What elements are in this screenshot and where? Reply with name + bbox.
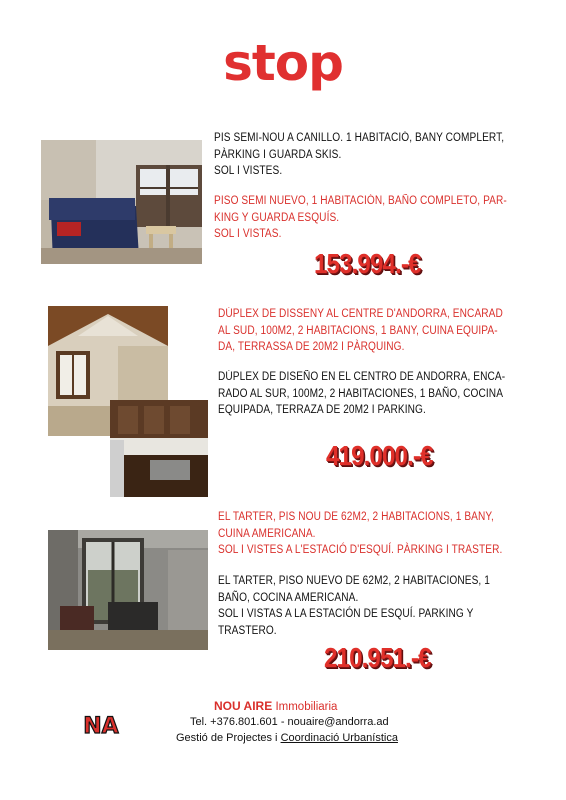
listing-1-text-es: PISO SEMI NUEVO, 1 HABITACIÓN, BAÑO COMPLETO, PAR- KING Y GUARDA ESQUÍS. SOL I VISTAS.: [214, 195, 507, 240]
page-title: stop: [223, 34, 343, 92]
listing-3-price: 210.951.-€: [324, 642, 431, 673]
listing-1-price: 153.994.-€: [314, 248, 421, 279]
listing-3-photo: [48, 530, 208, 650]
listing-2-text-ca: DÚPLEX DE DISSENY AL CENTRE D'ANDORRA, ENCARAD AL SUD, 100M2, 2 HABITACIONS, 1 BANY, CUINA EQUIPA- DA, TERRASSA DE 20M2 I PÀRQUING.: [218, 308, 503, 353]
listing-2-price: 419.000.-€: [326, 440, 433, 471]
listing-1-photo: [41, 140, 202, 264]
contact-info: Tel. +376.801.601 - nouaire@andorra.ad: [190, 716, 389, 728]
company-name-line: [214, 699, 337, 713]
company-name: NOU AIRE: [214, 699, 273, 713]
listing-2-text-es: DÚPLEX DE DISEÑO EN EL CENTRO DE ANDORRA, ENCA- RADO AL SUR, 100M2, 2 HABITACIONES, 1 BAÑO, COCINA EQUIPADA, TERRAZA DE 20M2 I PARKING.: [218, 371, 506, 416]
company-type: Immobiliaria: [275, 701, 338, 713]
listing-2-photo-b: [110, 400, 208, 497]
services-line: [176, 732, 398, 744]
listing-3-text-es: EL TARTER, PISO NUEVO DE 62M2, 2 HABITACIONES, 1 BAÑO, COCINA AMERICANA. SOL I VISTAS A LA ESTACIÓN DE ESQUÍ. PARKING Y TRASTERO.: [218, 575, 490, 637]
listing-1-text-ca: PIS SEMI-NOU A CANILLO. 1 HABITACIÓ, BANY COMPLERT, PÀRKING I GUARDA SKIS. SOL I VISTES.: [214, 132, 505, 177]
services-text: Gestió de Projectes i: [176, 732, 278, 744]
listing-3-text-ca: EL TARTER, PIS NOU DE 62M2, 2 HABITACIONS, 1 BANY, CUINA AMERICANA. SOL I VISTES A L'ESTACIÓ D'ESQUÍ. PÀRKING I TRASTER.: [218, 511, 503, 556]
company-logo-text: NA: [83, 714, 119, 739]
services-link[interactable]: Coordinació Urbanística: [280, 732, 398, 744]
company-logo: [82, 705, 120, 743]
